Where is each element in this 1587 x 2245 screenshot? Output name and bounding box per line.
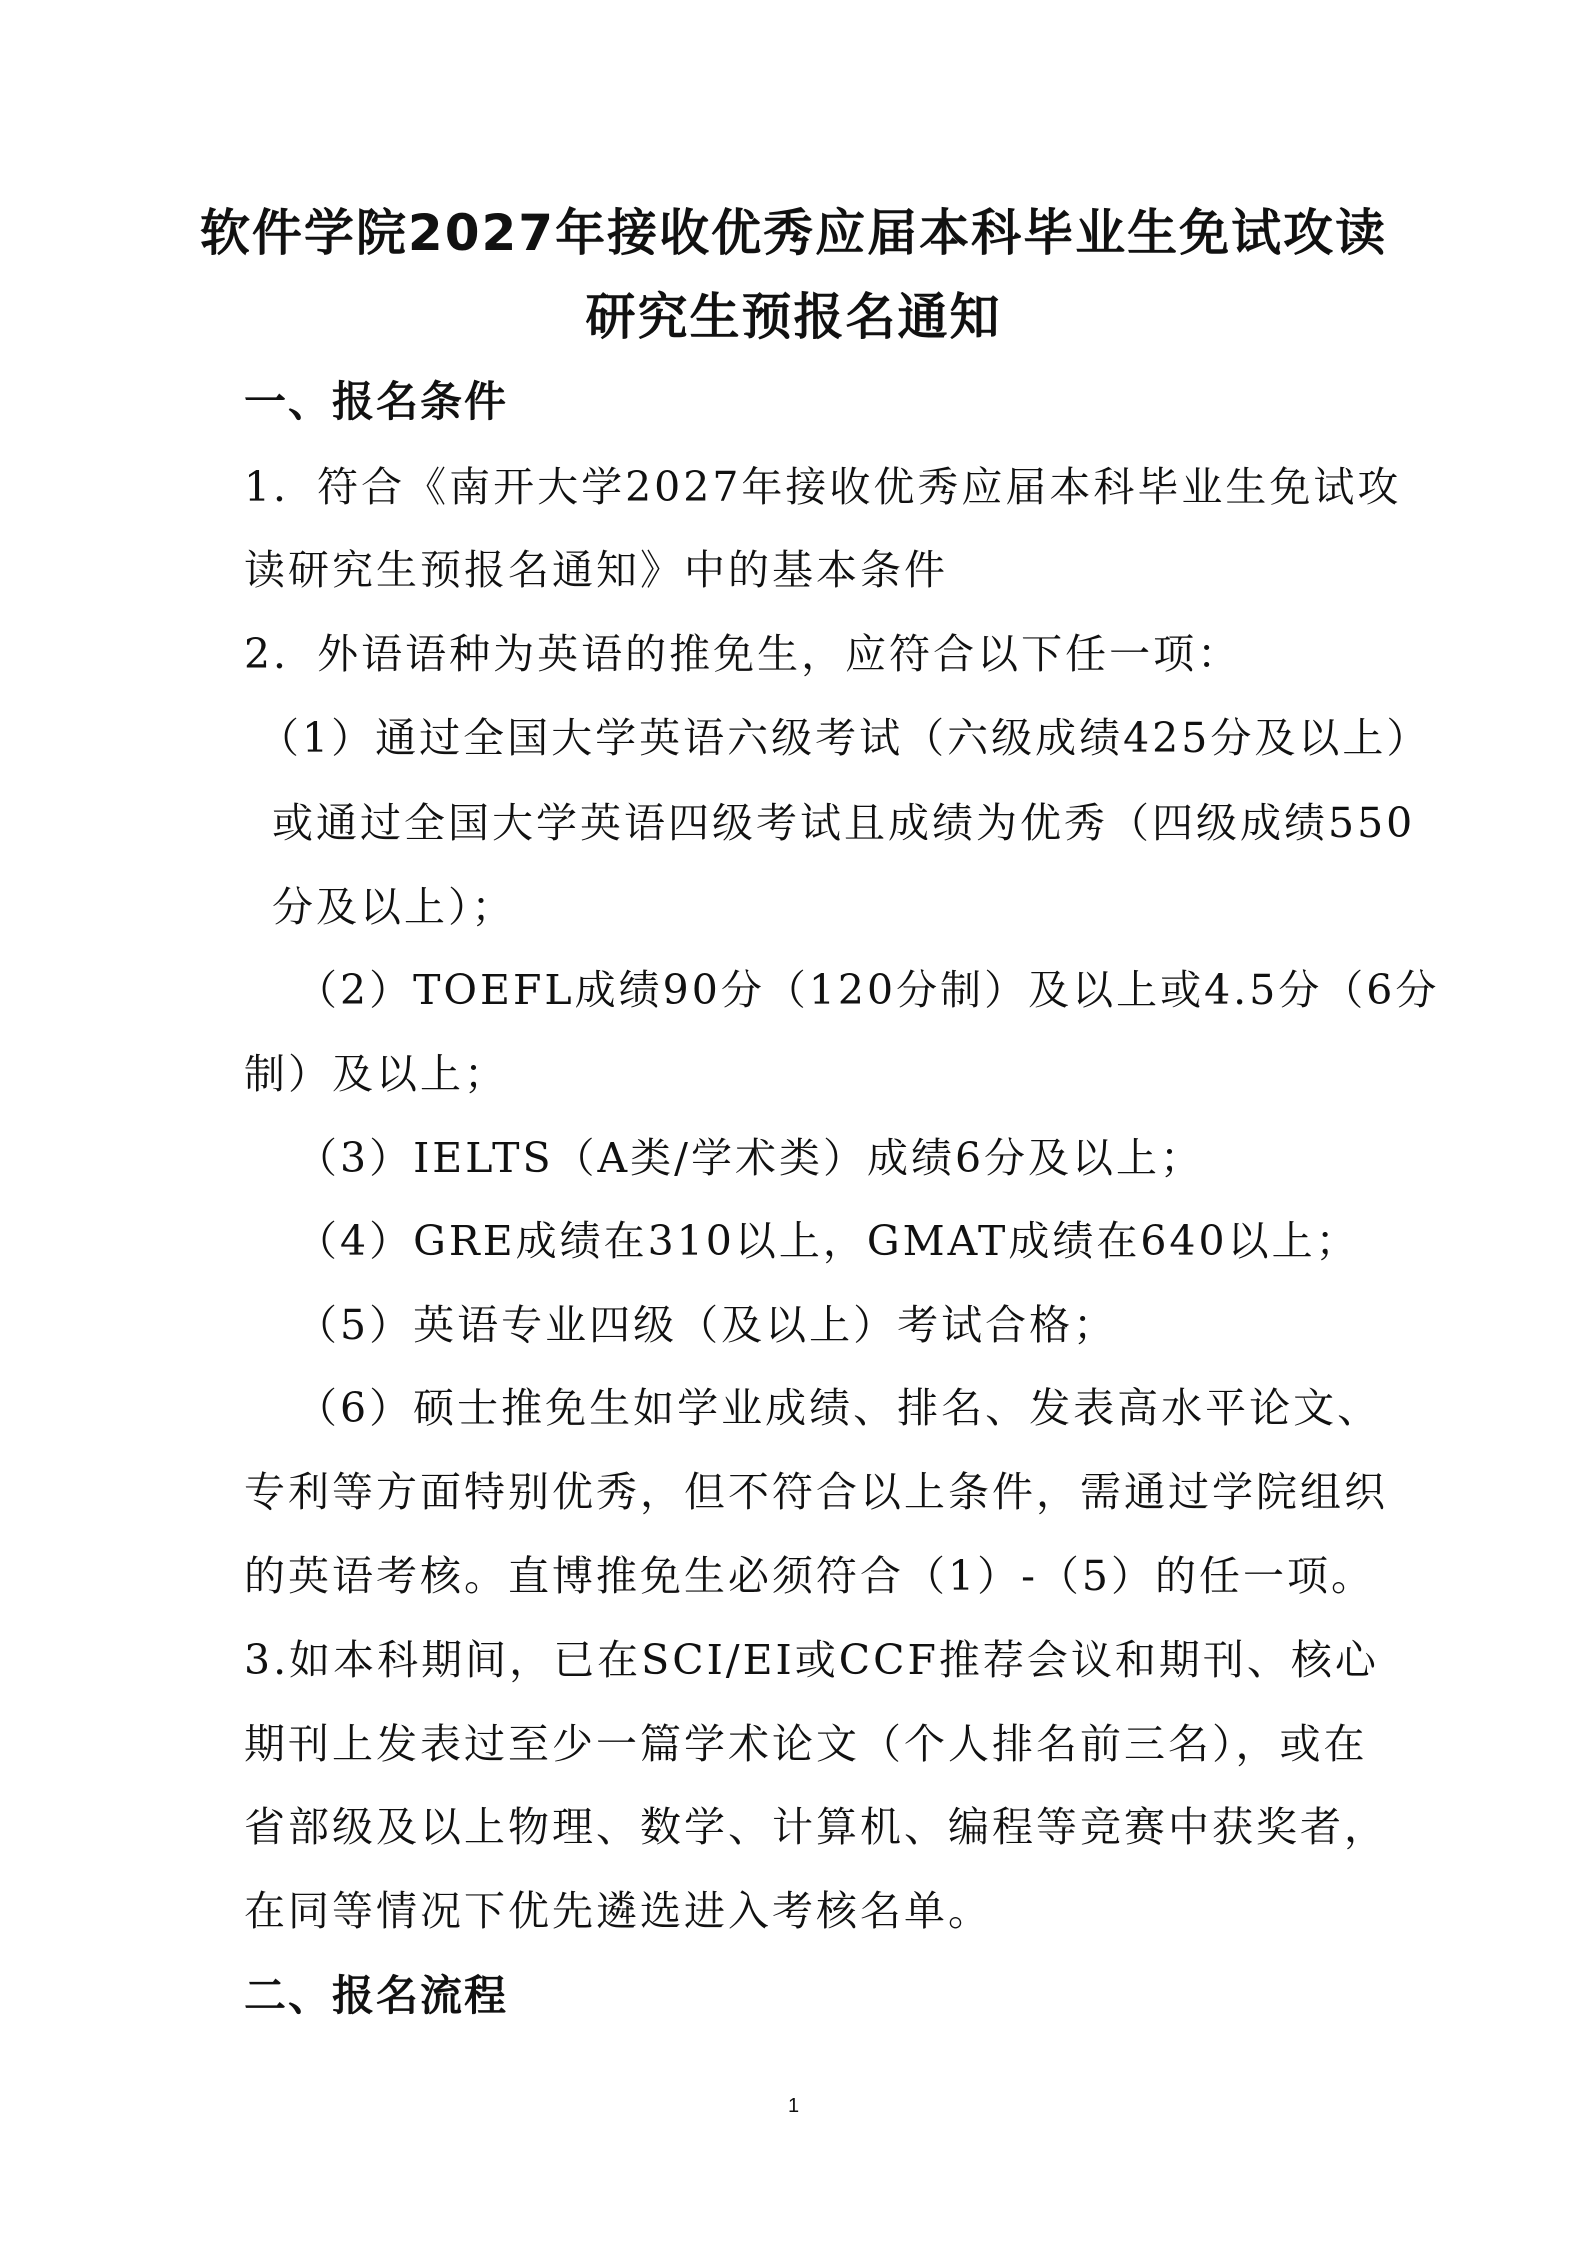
- section-heading-registration-process: 二、报名流程: [244, 1971, 509, 2020]
- page-number: 1: [787, 2095, 800, 2117]
- body-line: 省部级及以上物理、数学、计算机、编程等竞赛中获奖者，: [244, 1803, 1388, 1851]
- body-line: 读研究生预报名通知》中的基本条件: [244, 546, 948, 594]
- body-line: 分及以上）；: [272, 883, 516, 931]
- document-title-line-2: 研究生预报名通知: [585, 288, 1002, 346]
- body-line: 专利等方面特别优秀，但不符合以上条件，需通过学院组织: [244, 1468, 1388, 1516]
- body-line: （2）TOEFL成绩90分（120分制）及以上或4.5分（6分: [296, 966, 1440, 1014]
- body-line: 3.如本科期间，已在SCI/EI或CCF推荐会议和期刊、核心: [244, 1636, 1379, 1684]
- body-line: 期刊上发表过至少一篇学术论文（个人排名前三名），或在: [244, 1720, 1368, 1768]
- section-heading-registration-conditions: 一、报名条件: [244, 377, 509, 426]
- body-line: 制）及以上；: [244, 1050, 508, 1098]
- body-line: （5）英语专业四级（及以上）考试合格；: [296, 1301, 1118, 1349]
- body-line: （6）硕士推免生如学业成绩、排名、发表高水平论文、: [296, 1384, 1382, 1432]
- body-line: （3）IELTS（A类/学术类）成绩6分及以上；: [296, 1134, 1205, 1182]
- body-line: （1）通过全国大学英语六级考试（六级成绩425分及以上）: [258, 714, 1431, 762]
- body-line: （4）GRE成绩在310以上，GMAT成绩在640以上；: [296, 1217, 1360, 1265]
- body-line: 1．符合《南开大学2027年接收优秀应届本科毕业生免试攻: [244, 463, 1402, 511]
- body-line: 或通过全国大学英语四级考试且成绩为优秀（四级成绩550: [272, 799, 1416, 847]
- body-line: 2．外语语种为英语的推免生，应符合以下任一项：: [244, 630, 1242, 678]
- body-line: 在同等情况下优先遴选进入考核名单。: [244, 1887, 992, 1935]
- body-line: 的英语考核。直博推免生必须符合（1）-（5）的任一项。: [244, 1552, 1376, 1600]
- document-title-line-1: 软件学院2027年接收优秀应届本科毕业生免试攻读: [199, 204, 1388, 262]
